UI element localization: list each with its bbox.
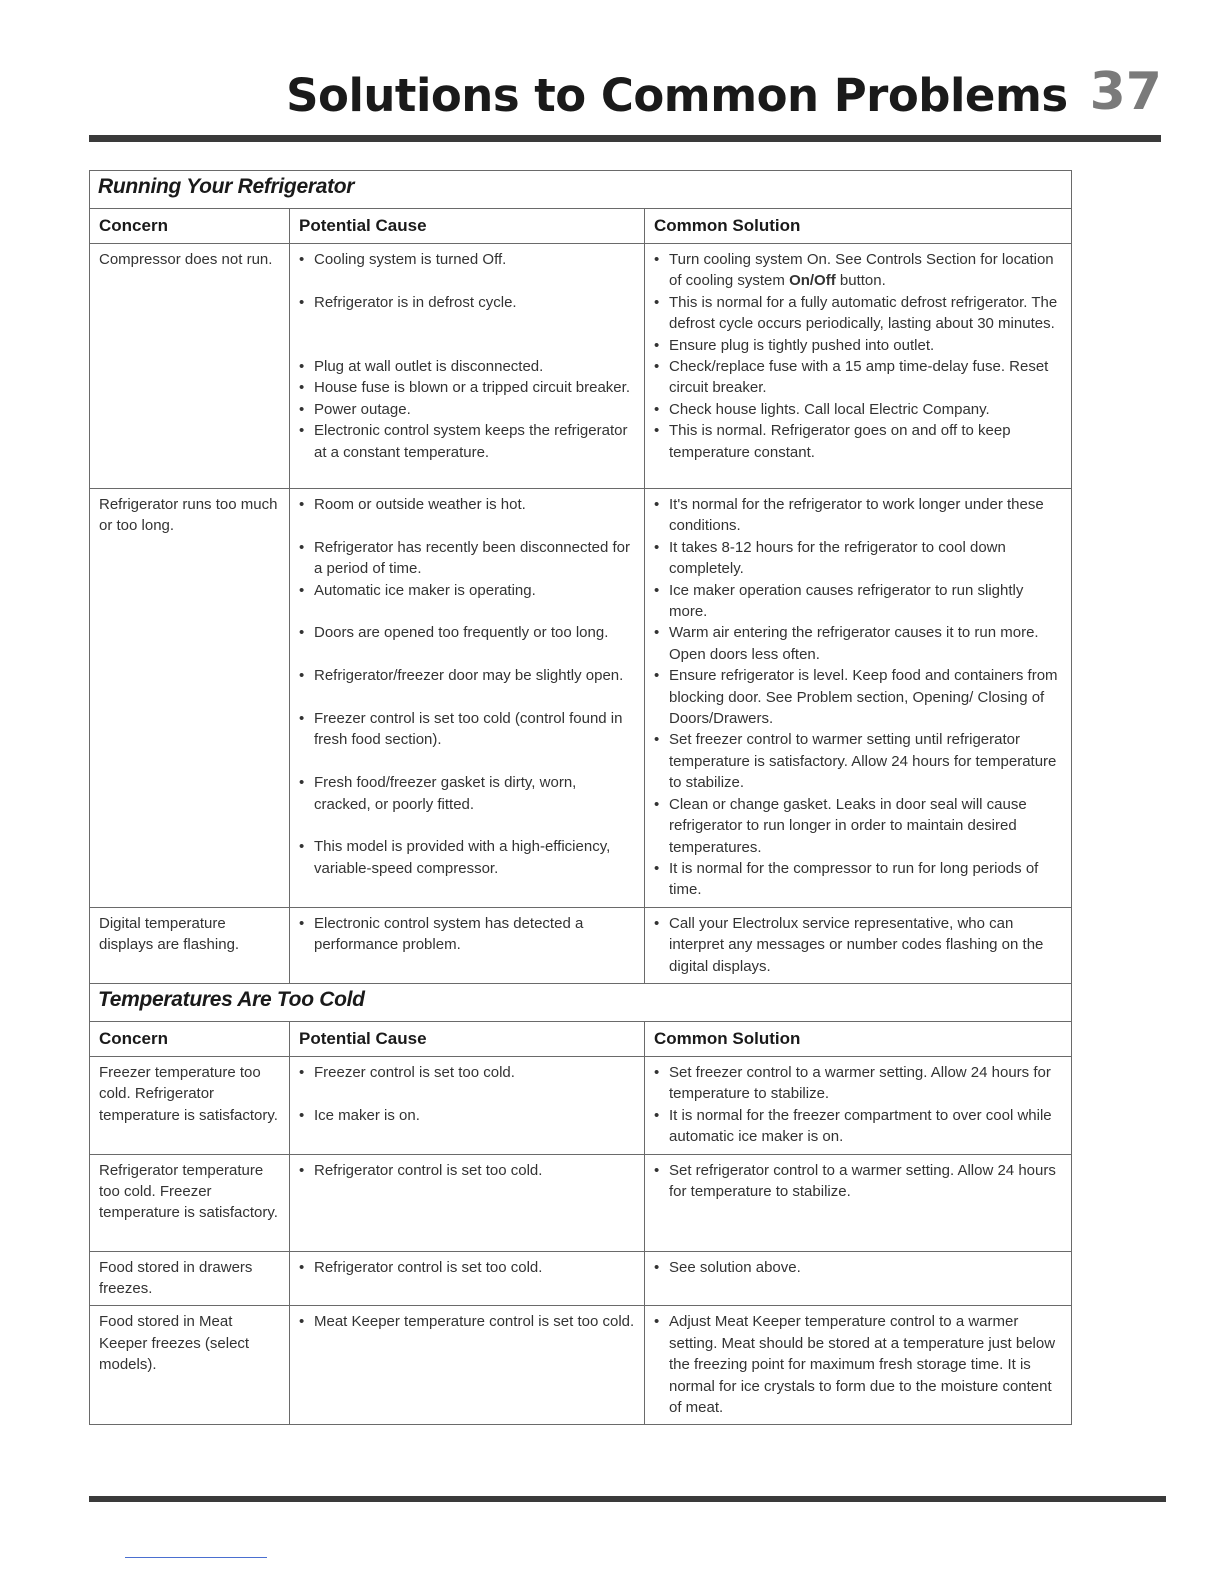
header-common-solution: Common Solution xyxy=(645,1021,1072,1056)
cause-cell xyxy=(290,1251,645,1306)
solution-item: • Set refrigerator control to a warmer setting. Allow 24 hours for temperature to stabilize. xyxy=(654,1160,1062,1203)
header-concern: Concern xyxy=(90,209,290,244)
solution-cell xyxy=(645,1154,1072,1251)
section-title-row xyxy=(90,171,1072,209)
footer-rule xyxy=(89,1496,1166,1502)
cause-item: • Cooling system is turned Off. xyxy=(299,249,635,270)
solution-cell xyxy=(645,1056,1072,1154)
cause-cell xyxy=(290,244,645,489)
solution-item: • It is normal for the freezer compartment to over cool while automatic ice maker is on. xyxy=(654,1105,1062,1148)
cause-cell xyxy=(290,1154,645,1251)
section-title-running: Running Your Refrigerator xyxy=(98,175,355,198)
table-row xyxy=(90,244,1072,489)
cause-item: • Refrigerator control is set too cold. xyxy=(299,1257,635,1278)
table-row xyxy=(90,1306,1072,1425)
table-row xyxy=(90,1056,1072,1154)
concern-cell: Food stored in drawers freezes. xyxy=(90,1251,290,1306)
cause-item: • Doors are opened too frequently or too long. xyxy=(299,622,635,643)
cause-cell xyxy=(290,1056,645,1154)
solution-cell xyxy=(645,489,1072,908)
solution-item: • This is normal. Refrigerator goes on and off to keep temperature constant. xyxy=(654,420,1062,463)
solution-item: • Clean or change gasket. Leaks in door seal will cause refrigerator to run longer in order to maintain desired temperatures. xyxy=(654,794,1062,858)
header-concern: Concern xyxy=(90,1021,290,1056)
concern-cell: Compressor does not run. xyxy=(90,244,290,489)
cause-item: • Power outage. xyxy=(299,399,635,420)
solution-item: • Ensure plug is tightly pushed into outlet. xyxy=(654,335,1062,356)
header-potential-cause: Potential Cause xyxy=(290,209,645,244)
cause-cell xyxy=(290,1306,645,1425)
cause-cell xyxy=(290,489,645,908)
page-number: 37 xyxy=(1089,62,1162,122)
cause-item: • Freezer control is set too cold (control found in fresh food section). xyxy=(299,708,635,751)
solution-item: • See solution above. xyxy=(654,1257,1062,1278)
header-potential-cause: Potential Cause xyxy=(290,1021,645,1056)
column-header-row xyxy=(90,1021,1072,1056)
column-header-row xyxy=(90,209,1072,244)
cause-item: • Freezer control is set too cold. xyxy=(299,1062,635,1083)
solution-item: • Turn cooling system On. See Controls Section for location of cooling system On/Off button. xyxy=(654,249,1062,292)
troubleshooting-table xyxy=(89,170,1072,1425)
solution-cell xyxy=(645,1251,1072,1306)
cause-item: • Plug at wall outlet is disconnected. xyxy=(299,356,635,377)
solution-item: • It's normal for the refrigerator to work longer under these conditions. xyxy=(654,494,1062,537)
concern-cell: Digital temperature displays are flashing. xyxy=(90,907,290,983)
solution-item: • It is normal for the compressor to run for long periods of time. xyxy=(654,858,1062,901)
concern-cell: Freezer temperature too cold. Refrigerator temperature is satisfactory. xyxy=(90,1056,290,1154)
cause-item: • Refrigerator is in defrost cycle. xyxy=(299,292,635,313)
cause-item: • This model is provided with a high-efficiency, variable-speed compressor. xyxy=(299,836,635,879)
solution-item: • Ice maker operation causes refrigerator to run slightly more. xyxy=(654,580,1062,623)
solution-item: • Check/replace fuse with a 15 amp time-delay fuse. Reset circuit breaker. xyxy=(654,356,1062,399)
cause-item: • Electronic control system has detected a performance problem. xyxy=(299,913,635,956)
concern-cell: Refrigerator temperature too cold. Freezer temperature is satisfactory. xyxy=(90,1154,290,1251)
table-row xyxy=(90,1154,1072,1251)
solution-cell xyxy=(645,1306,1072,1425)
solution-item: • Call your Electrolux service representative, who can interpret any messages or number codes flashing on the digital displays. xyxy=(654,913,1062,977)
table-row xyxy=(90,907,1072,983)
on-off-label: On/Off xyxy=(789,272,836,290)
table-row xyxy=(90,489,1072,908)
section-title-too-cold: Temperatures Are Too Cold xyxy=(98,987,365,1011)
cause-item: • Meat Keeper temperature control is set too cold. xyxy=(299,1311,635,1332)
solution-item: • This is normal for a fully automatic defrost refrigerator. The defrost cycle occurs periodically, lasting about 30 minutes. xyxy=(654,292,1062,335)
solution-item: • Set freezer control to warmer setting until refrigerator temperature is satisfactory. Allow 24 hours for temperature to stabilize. xyxy=(654,729,1062,793)
solution-item: • Warm air entering the refrigerator causes it to run more. Open doors less often. xyxy=(654,622,1062,665)
cause-item: • Fresh food/freezer gasket is dirty, worn, cracked, or poorly fitted. xyxy=(299,772,635,815)
cause-item: • Refrigerator has recently been disconnected for a period of time. xyxy=(299,537,635,580)
concern-cell: Food stored in Meat Keeper freezes (select models). xyxy=(90,1306,290,1425)
cause-item: • House fuse is blown or a tripped circuit breaker. xyxy=(299,377,635,398)
cause-item: • Room or outside weather is hot. xyxy=(299,494,635,515)
header-rule xyxy=(89,135,1161,142)
footer-link-underline xyxy=(125,1557,267,1558)
concern-cell: Refrigerator runs too much or too long. xyxy=(90,489,290,908)
solution-item: • It takes 8-12 hours for the refrigerator to cool down completely. xyxy=(654,537,1062,580)
solution-cell xyxy=(645,907,1072,983)
solution-cell xyxy=(645,244,1072,489)
solution-item: • Check house lights. Call local Electric Company. xyxy=(654,399,1062,420)
section-title-row xyxy=(90,983,1072,1021)
solution-item: • Adjust Meat Keeper temperature control to a warmer setting. Meat should be stored at a temperature just below the freezing point for maximum fresh storage time. It is normal for ice crystals to form due to the moisture content of meat. xyxy=(654,1311,1062,1418)
page-header xyxy=(0,62,1162,122)
solution-item: • Ensure refrigerator is level. Keep food and containers from blocking door. See Problem section, Opening/ Closing of Doors/Drawers. xyxy=(654,665,1062,729)
cause-item: • Refrigerator control is set too cold. xyxy=(299,1160,635,1181)
cause-item: • Electronic control system keeps the refrigerator at a constant temperature. xyxy=(299,420,635,463)
table-row xyxy=(90,1251,1072,1306)
cause-item: • Automatic ice maker is operating. xyxy=(299,580,635,601)
cause-item: • Ice maker is on. xyxy=(299,1105,635,1126)
solution-item: • Set freezer control to a warmer setting. Allow 24 hours for temperature to stabilize. xyxy=(654,1062,1062,1105)
cause-item: • Refrigerator/freezer door may be slightly open. xyxy=(299,665,635,686)
cause-cell xyxy=(290,907,645,983)
header-common-solution: Common Solution xyxy=(645,209,1072,244)
page-title: Solutions to Common Problems xyxy=(286,69,1068,122)
